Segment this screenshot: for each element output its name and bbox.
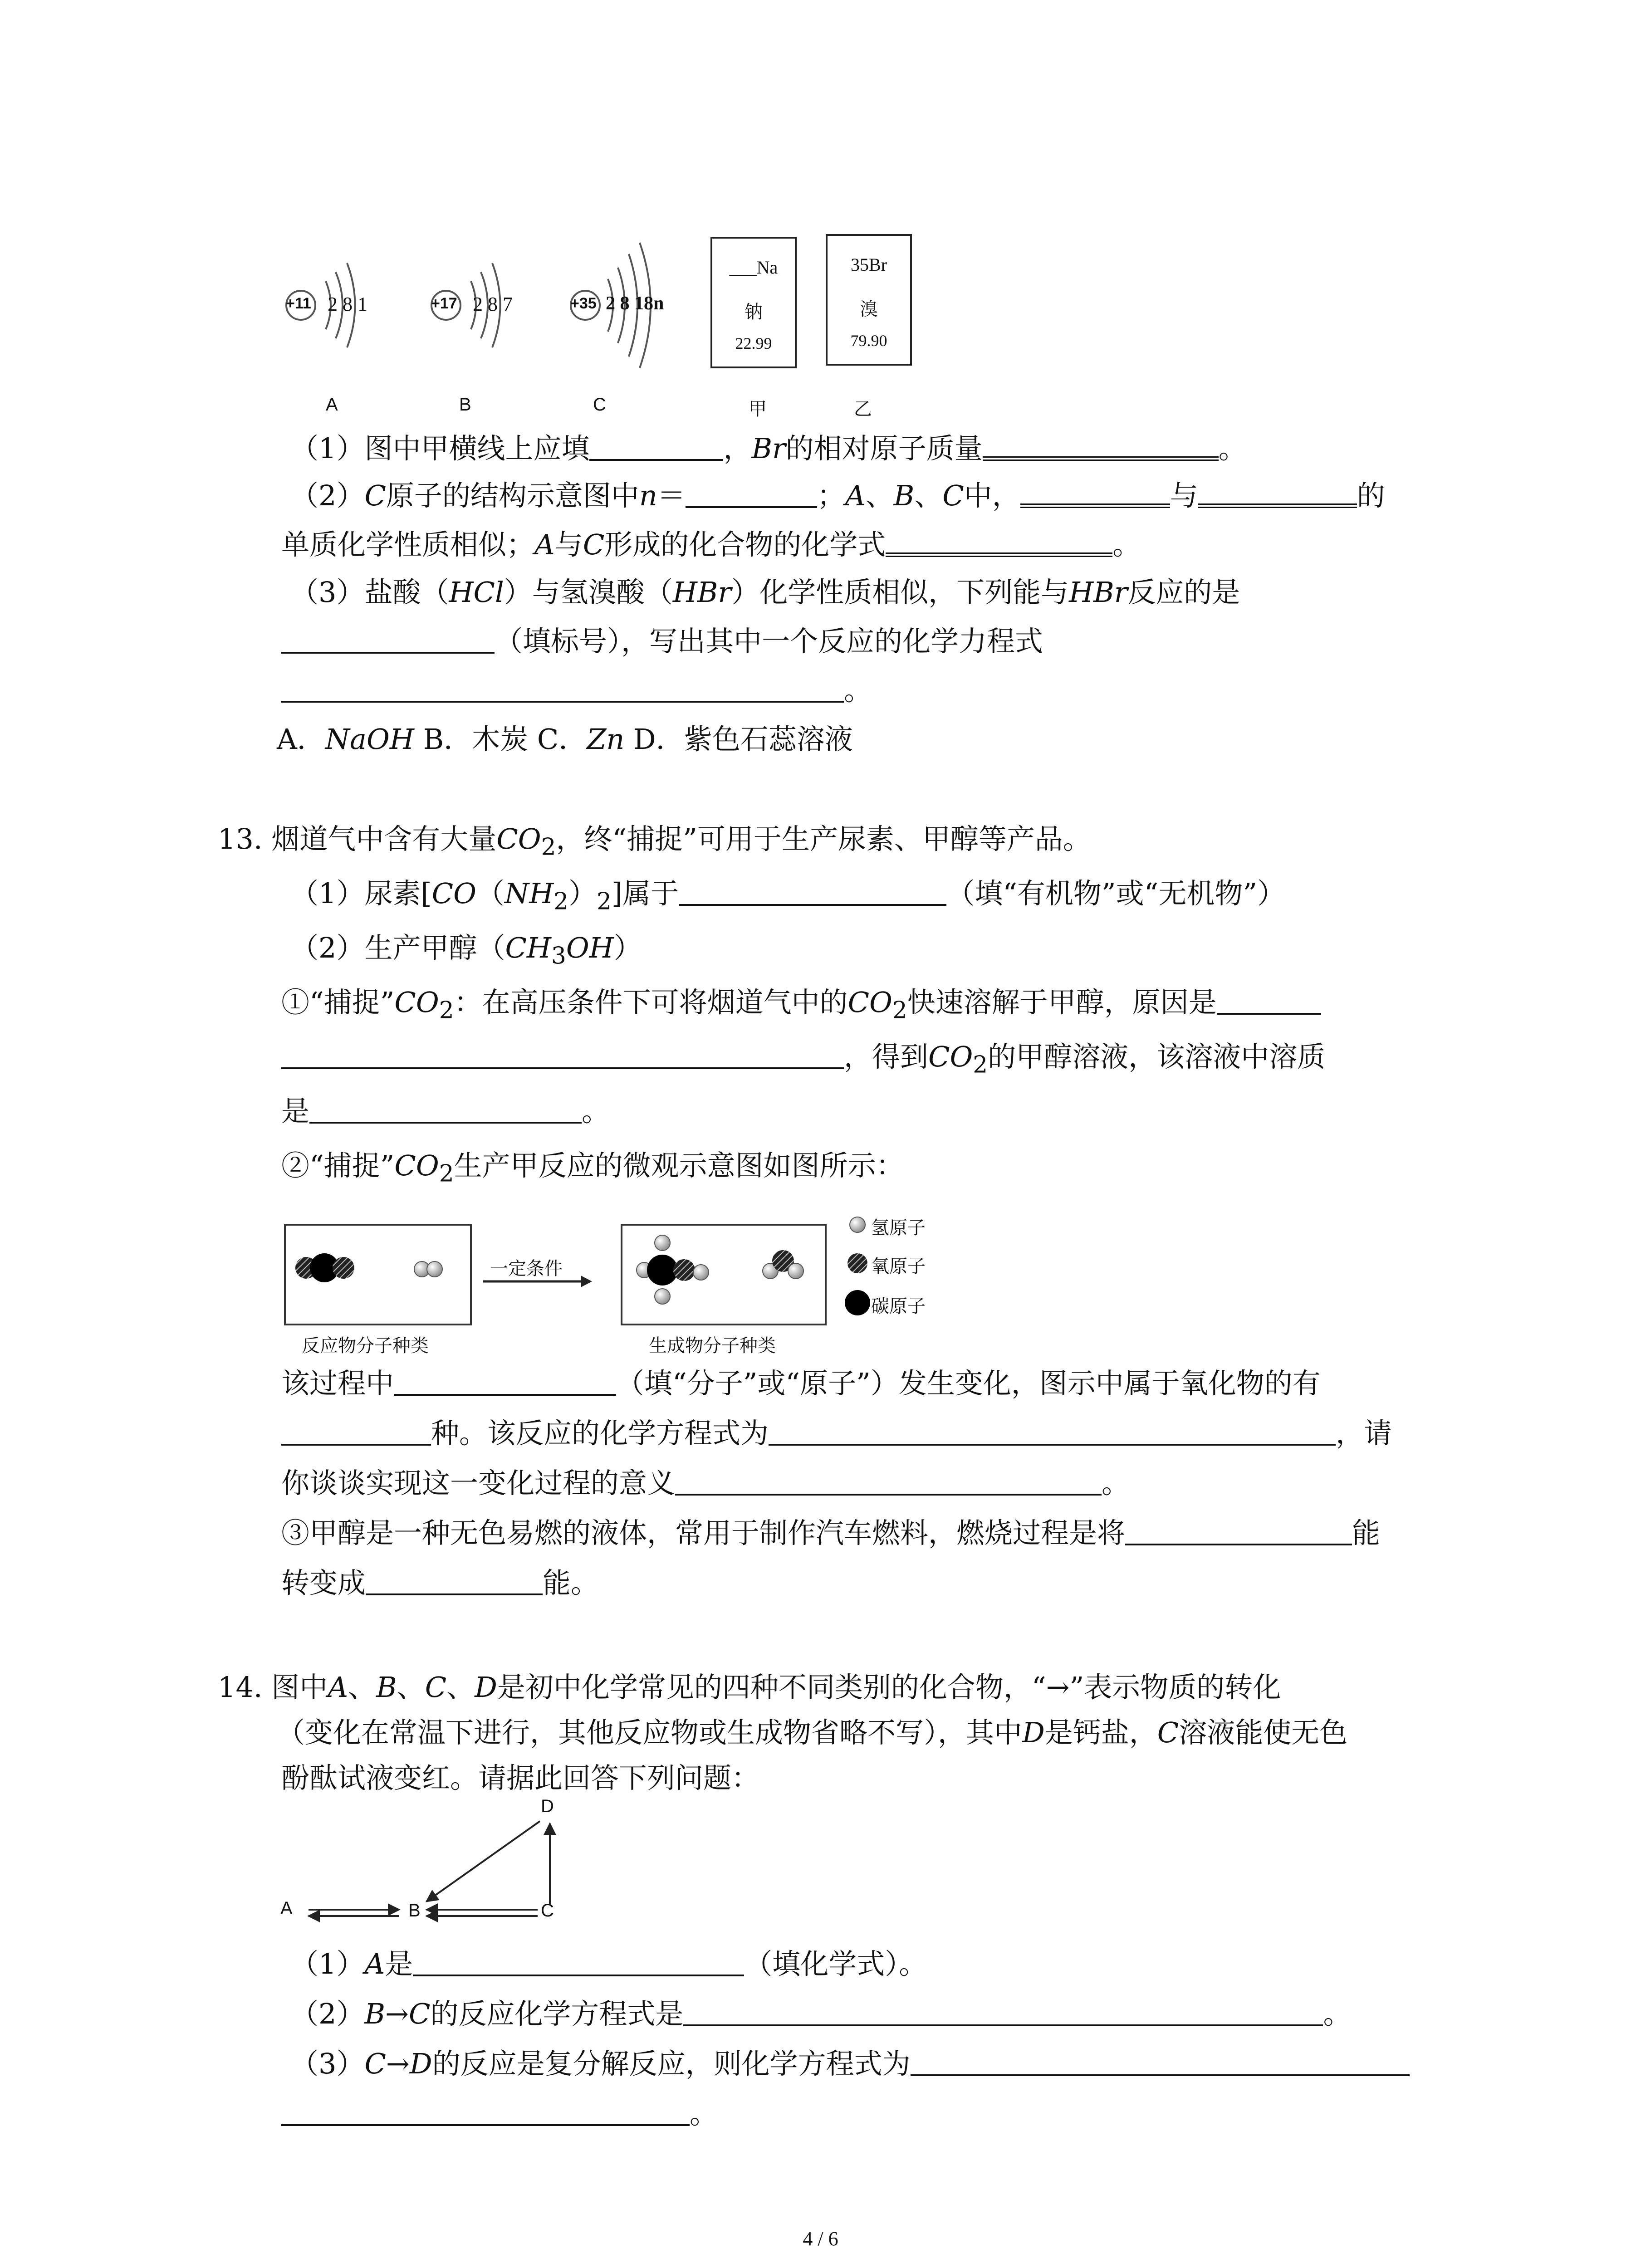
- legend-hydrogen: 氢原子: [871, 1218, 926, 1238]
- blank-q12-similar-2[interactable]: [1198, 472, 1357, 508]
- atom-b-nucleus: +17: [431, 295, 457, 312]
- q13-line11: ③甲醇是一种无色易燃的液体，常用于制作汽车燃料，燃烧过程是将 能: [0, 1510, 1641, 1556]
- cell-yi-mass: 79.90: [850, 332, 887, 350]
- micro-caption-products: 生成物分子种类: [649, 1336, 776, 1356]
- q13-line3: （2）生产甲醇$(CH_3OH)$: [290, 931, 642, 970]
- q12-line1: （1）图中甲横线上应填 ，Br的相对原子质量 。: [0, 425, 1641, 470]
- label-yi: 乙: [854, 399, 872, 419]
- page-number: 4 / 6: [803, 2228, 838, 2250]
- label-b: B: [459, 395, 471, 415]
- blank-q13-solute[interactable]: [309, 1090, 582, 1124]
- q13-line8: 该过程中 （填“分子”或“原子”）发生变化，图示中属于氧化物的有: [0, 1361, 1641, 1406]
- micro-arrow-label: 一定条件: [490, 1259, 563, 1279]
- blank-q12-similar-1[interactable]: [1020, 472, 1170, 508]
- label-a: A: [326, 395, 338, 415]
- blank-q13-equation[interactable]: [769, 1412, 1336, 1446]
- q14-line5: （2）B→C的反应化学方程式是 。: [0, 1991, 1641, 2037]
- cell-yi-symbol: 35Br: [851, 254, 887, 275]
- q14-line1: 14. 图中A、B、C、D是初中化学常见的四种不同类别的化合物，“→”表示物质的转化: [218, 1671, 1281, 1704]
- blank-q13-energy-from[interactable]: [1125, 1512, 1352, 1545]
- q13-line10: 你谈谈实现这一变化过程的意义 。: [0, 1461, 1641, 1506]
- legend-oxygen: 氧原子: [871, 1256, 926, 1276]
- q12-line4: （3）盐酸（HCl）与氢溴酸（HBr）化学性质相似，下列能与HBr反应的是: [290, 576, 1240, 609]
- cell-jia-name: 钠: [745, 302, 763, 322]
- blank-q12-br-mass[interactable]: [983, 425, 1219, 461]
- blank-q13-urea[interactable]: [679, 872, 946, 906]
- q14-line2: （变化在常温下进行，其他反应物或生成物省略不写），其中D是钙盐，C溶液能使无色: [277, 1716, 1348, 1749]
- q13-line7: ②“捕捉$”CO_2$生产甲反应的微观示意图如图所示：: [281, 1149, 904, 1188]
- blank-q14-a[interactable]: [413, 1943, 744, 1976]
- q12-line6: 。: [0, 668, 1641, 713]
- cell-jia-mass: 22.99: [735, 334, 772, 352]
- label-jia: 甲: [749, 399, 767, 419]
- micro-caption-reactants: 反应物分子种类: [302, 1336, 429, 1356]
- q12-line7: A．NaOH B．木炭 C．Zn D．紫色石蕊溶液: [277, 723, 853, 756]
- q12-line2: （2）C原子的结构示意图中n＝ ；A、B、C中， 与 的: [0, 472, 1641, 517]
- atom-a-shells: 2 8 1: [328, 293, 367, 315]
- blank-q12-1[interactable]: [589, 427, 723, 461]
- q13-line1: 13. 烟道气中含有大量$CO_2$，终“捕捉”可用于生产尿素、甲醇等产品。: [218, 822, 1091, 861]
- node-b: B: [408, 1901, 421, 1921]
- atom-b-shells: 2 8 7: [473, 293, 513, 315]
- cell-yi-name: 溴: [860, 299, 878, 319]
- blank-q13-reason-a[interactable]: [1217, 981, 1321, 1015]
- q14-line4: （1）A是 （填化学式）。: [0, 1941, 1641, 1987]
- atom-c-shells: 2 8 18n: [606, 293, 664, 314]
- blank-q13-change[interactable]: [394, 1362, 616, 1396]
- blank-q14-bc[interactable]: [683, 1993, 1323, 2026]
- blank-q13-meaning[interactable]: [675, 1462, 1102, 1496]
- cell-jia-symbol: ___Na: [729, 257, 778, 278]
- blank-q12-equation[interactable]: [281, 669, 844, 703]
- q13-line9: 种。该反应的化学方程式为 ，请: [0, 1411, 1641, 1456]
- q12-line5: （填标号），写出其中一个反应的化学力程式: [0, 619, 1641, 664]
- node-a: A: [280, 1898, 293, 1918]
- blank-q14-cd-a[interactable]: [911, 2043, 1410, 2076]
- blank-q12-n[interactable]: [686, 474, 817, 508]
- q13-line5: ，得到$CO_2$的甲醇溶液，该溶液中溶质: [0, 1034, 1641, 1080]
- node-d: D: [541, 1796, 554, 1816]
- blank-q13-energy-to[interactable]: [366, 1562, 543, 1595]
- blank-q13-oxide-count[interactable]: [281, 1412, 431, 1446]
- q14-line3: 酚酞试液变红。请据此回答下列问题：: [281, 1761, 760, 1794]
- blank-q14-cd-b[interactable]: [281, 2092, 690, 2126]
- blank-q12-option[interactable]: [281, 620, 495, 654]
- legend-carbon: 碳原子: [871, 1296, 926, 1316]
- periodic-cell-jia: [710, 237, 797, 368]
- q13-line12: 转变成 能。: [0, 1560, 1641, 1606]
- q13-line2: （1）尿素$[CO(NH_2)_2]$属于 （填“有机物”或“无机物”）: [0, 871, 1641, 916]
- q12-line3: 单质化学性质相似；A与C形成的化合物的化学式 。: [0, 521, 1641, 566]
- atom-a-nucleus: +11: [286, 295, 311, 312]
- q14-line6: （3）C→D的反应是复分解反应，则化学方程式为: [0, 2041, 1641, 2087]
- label-c: C: [593, 395, 606, 415]
- q13-line6: 是 。: [0, 1089, 1641, 1134]
- blank-q13-reason-b[interactable]: [281, 1036, 844, 1069]
- node-c: C: [541, 1901, 554, 1921]
- q14-line7: 。: [0, 2091, 1641, 2136]
- atom-c-nucleus: +35: [570, 295, 597, 312]
- q13-line4: ①“捕捉$”CO_2$：在高压条件下可将烟道气中的$CO_2$快速溶解于甲醇，原因是: [0, 980, 1641, 1025]
- periodic-cell-yi: [826, 234, 912, 366]
- blank-q12-formula[interactable]: [886, 521, 1112, 557]
